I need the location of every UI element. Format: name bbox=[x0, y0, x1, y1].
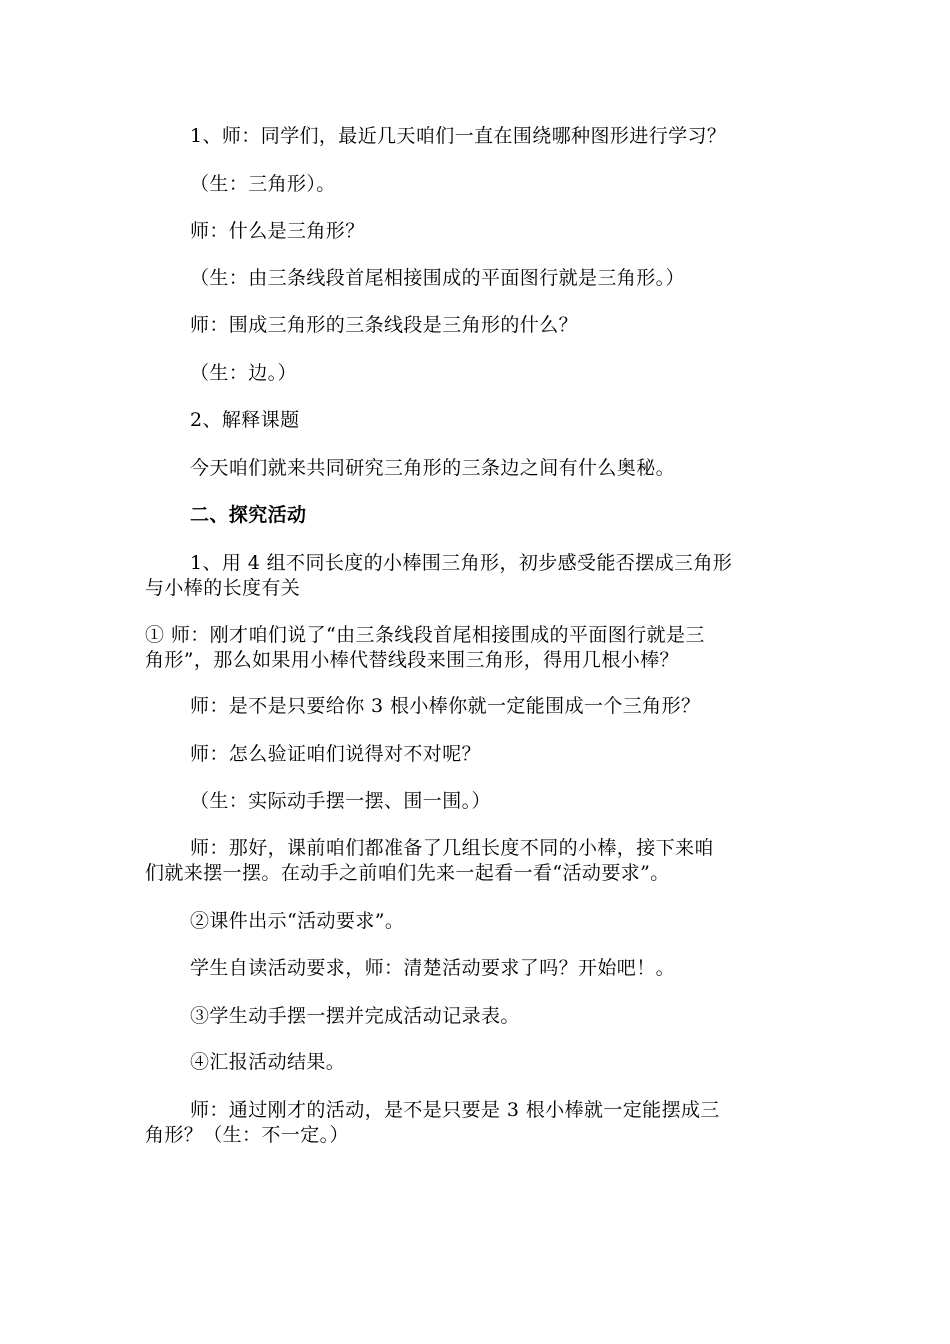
paragraph-line: （生：实际动手摆一摆、围一围。） bbox=[190, 790, 491, 812]
paragraph-line: 与小棒的长度有关 bbox=[145, 577, 301, 599]
paragraph-line: ① 师：刚才咱们说了“由三条线段首尾相接围成的平面图行就是三 bbox=[145, 624, 705, 646]
paragraph-line: 角形？（生：不一定。） bbox=[145, 1124, 349, 1146]
paragraph-line: 角形”，那么如果用小棒代替线段来围三角形，得用几根小棒？ bbox=[145, 649, 679, 671]
paragraph-line: 今天咱们就来共同研究三角形的三条边之间有什么奥秘。 bbox=[190, 457, 676, 479]
paragraph-line: 师：围成三角形的三条线段是三角形的什么？ bbox=[190, 314, 579, 336]
paragraph-line: ③学生动手摆一摆并完成活动记录表。 bbox=[190, 1005, 520, 1027]
paragraph-line: ④汇报活动结果。 bbox=[190, 1051, 346, 1073]
paragraph-line: ②课件出示“活动要求”。 bbox=[190, 910, 405, 932]
paragraph-line: 师：是不是只要给你 3 根小棒你就一定能围成一个三角形？ bbox=[190, 695, 701, 717]
paragraph-line: （生：由三条线段首尾相接围成的平面图行就是三角形。） bbox=[190, 267, 685, 289]
paragraph-line: 师：通过刚才的活动，是不是只要是 3 根小棒就一定能摆成三 bbox=[190, 1099, 720, 1121]
paragraph-line: 1、师：同学们，最近几天咱们一直在围绕哪种图形进行学习？ bbox=[190, 125, 727, 147]
paragraph-line: 学生自读活动要求，师：清楚活动要求了吗？开始吧！。 bbox=[190, 957, 676, 979]
paragraph-line: 们就来摆一摆。在动手之前咱们先来一起看一看“活动要求”。 bbox=[145, 862, 670, 884]
paragraph-line: （生：三角形）。 bbox=[190, 173, 336, 195]
section-heading: 二、探究活动 bbox=[190, 504, 307, 526]
paragraph-line: 1、用 4 组不同长度的小棒围三角形，初步感受能否摆成三角形 bbox=[190, 552, 733, 574]
paragraph-line: 师：那好，课前咱们都准备了几组长度不同的小棒，接下来咱 bbox=[190, 837, 714, 859]
paragraph-line: 师：怎么验证咱们说得对不对呢？ bbox=[190, 743, 482, 765]
section-subtitle: 2、解释课题 bbox=[190, 409, 300, 431]
paragraph-line: 师：什么是三角形？ bbox=[190, 220, 365, 242]
paragraph-line: （生：边。） bbox=[190, 362, 297, 384]
